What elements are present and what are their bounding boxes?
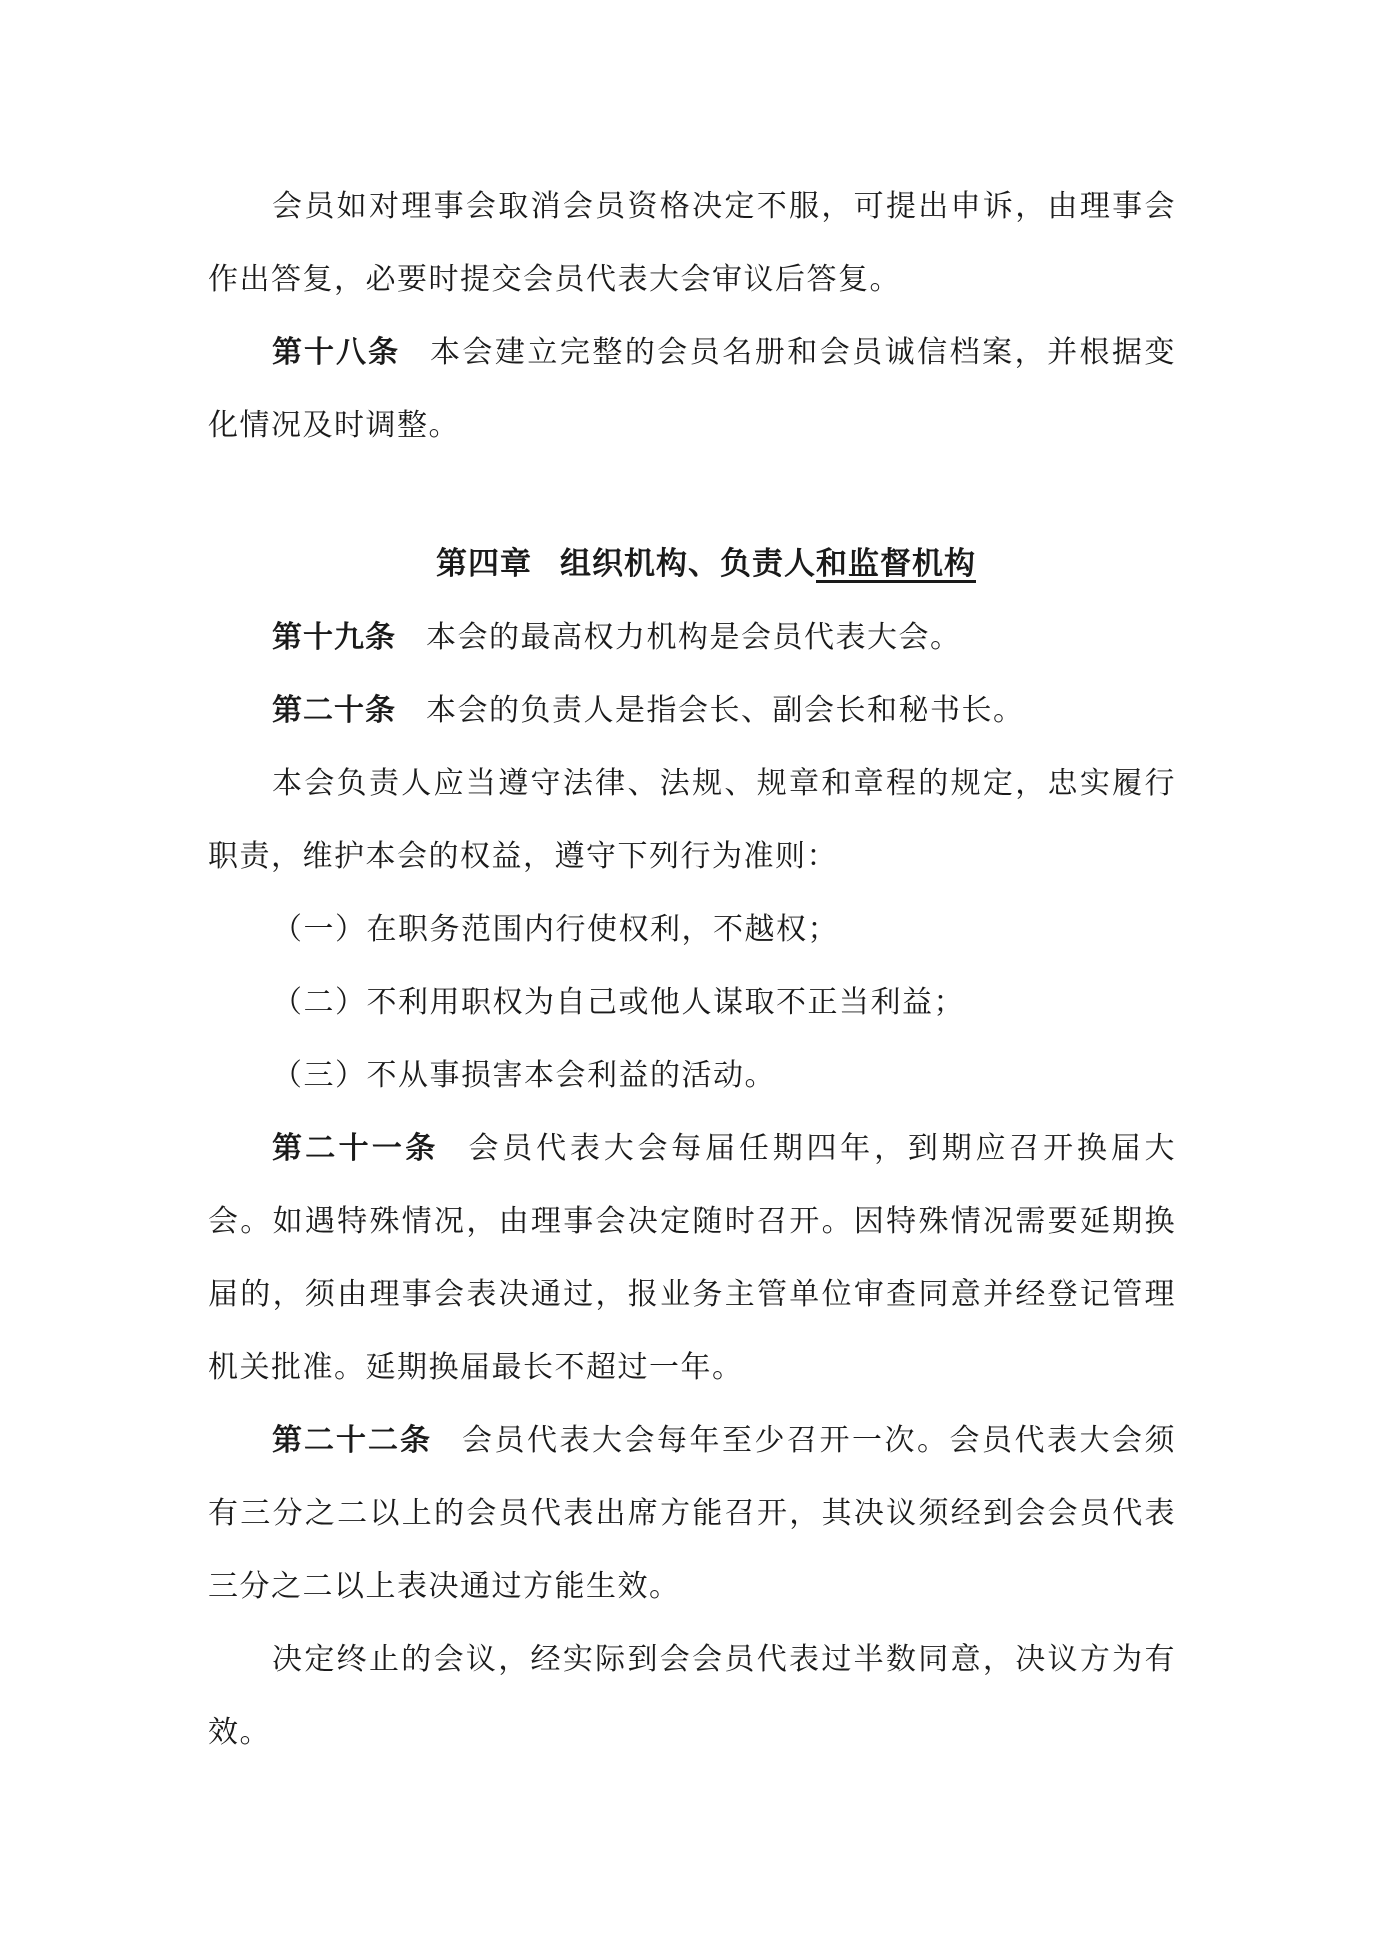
paragraph-text: 本会负责人应当遵守法律、法规、规章和章程的规定，忠实履行职责，维护本会的权益，遵守下列行为准则： [208, 766, 1176, 874]
chapter-title [208, 528, 1176, 601]
chapter-number: 第四章 [436, 546, 532, 582]
article-text: 本会建立完整的会员名册和会员诚信档案，并根据变化情况及时调整。 [208, 335, 1177, 443]
paragraph-appeal [208, 170, 1176, 316]
list-item-2 [208, 966, 1176, 1039]
article-text: 本会的负责人是指会长、副会长和秘书长。 [426, 693, 1025, 728]
article-label: 第二十一条 [272, 1131, 439, 1166]
article-text: 会员代表大会每届任期四年，到期应召开换届大会。如遇特殊情况，由理事会决定随时召开。因特殊情况需要延期换届的，须由理事会表决通过，报业务主管单位审查同意并经登记管理机关批准。延期换届最长不超过一年。 [208, 1131, 1176, 1385]
article-18 [208, 316, 1176, 462]
list-item-text: （一）在职务范围内行使权利，不越权； [272, 912, 839, 947]
list-item-text: （三）不从事损害本会利益的活动。 [272, 1058, 776, 1093]
chapter-title-underlined: 和监督机构 [816, 546, 976, 582]
article-21 [208, 1112, 1176, 1404]
article-22 [208, 1404, 1176, 1623]
paragraph-text: 决定终止的会议，经实际到会会员代表过半数同意，决议方为有效。 [208, 1642, 1176, 1750]
document-page [208, 170, 1176, 1769]
paragraph-termination [208, 1623, 1176, 1769]
paragraph-text: 会员如对理事会取消会员资格决定不服，可提出申诉，由理事会作出答复，必要时提交会员代表大会审议后答复。 [208, 189, 1176, 297]
article-text: 会员代表大会每年至少召开一次。会员代表大会须有三分之二以上的会员代表出席方能召开，其决议须经到会会员代表三分之二以上表决通过方能生效。 [208, 1423, 1176, 1604]
list-item-text: （二）不利用职权为自己或他人谋取不正当利益； [272, 985, 965, 1020]
list-item-1 [208, 893, 1176, 966]
article-label: 第二十条 [272, 693, 396, 728]
list-item-3 [208, 1039, 1176, 1112]
article-label: 第十八条 [272, 335, 400, 370]
article-19 [208, 601, 1176, 674]
chapter-title-plain: 组织机构、负责人 [560, 546, 816, 582]
article-20 [208, 674, 1176, 747]
paragraph-code-of-conduct [208, 747, 1176, 893]
article-label: 第十九条 [272, 620, 396, 655]
article-label: 第二十二条 [272, 1423, 432, 1458]
spacer [208, 462, 1176, 528]
article-text: 本会的最高权力机构是会员代表大会。 [426, 620, 962, 655]
